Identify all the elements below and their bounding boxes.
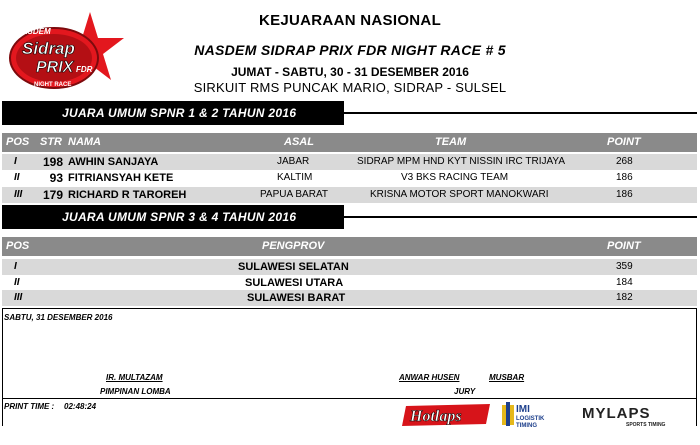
event-venue: SIRKUIT RMS PUNCAK MARIO, SIDRAP - SULSEL [193, 80, 507, 95]
col-pengprov: PENGPROV [262, 240, 325, 252]
row-team: SIDRAP MPM HND KYT NISSIN IRC TRIJAYA [357, 156, 565, 167]
sig1-role: PIMPINAN LOMBA [100, 387, 171, 396]
table-row [2, 290, 697, 306]
footer-divider [2, 308, 697, 309]
mylaps-sub-text: SPORTS TIMING [626, 422, 666, 428]
row-team: KRISNA MOTOR SPORT MANOKWARI [370, 189, 549, 200]
print-time-value: 02:48:24 [64, 402, 97, 411]
table-row [2, 154, 697, 170]
footer-border-left [2, 308, 3, 426]
row-nama: RICHARD R TAROREH [68, 189, 187, 201]
col-str: STR [40, 136, 62, 148]
row-pos: I [14, 156, 17, 167]
row-point: 184 [616, 277, 633, 288]
hotlaps-logo [400, 402, 494, 428]
row-point: 268 [616, 156, 633, 167]
row-point: 186 [616, 189, 633, 200]
mylaps-logo [580, 402, 692, 428]
row-asal: KALTIM [277, 172, 313, 183]
page-title: KEJUARAAN NASIONAL [258, 12, 442, 29]
col-nama: NAMA [68, 136, 101, 148]
imi-main-text: IMI [516, 404, 530, 415]
row-pos: III [14, 189, 23, 200]
logo-bottom-text: NIGHT RACE [34, 82, 72, 88]
col-point: POINT [607, 240, 641, 252]
row-str: 179 [42, 188, 63, 202]
row-point: 186 [616, 172, 633, 183]
section2-table-header [2, 237, 697, 256]
col-pos: POS [6, 136, 30, 148]
section2-title: JUARA UMUM SPNR 3 & 4 TAHUN 2016 [62, 210, 297, 224]
sig1-name: IR. MULTAZAM [106, 373, 163, 382]
row-pos: II [14, 172, 20, 183]
logo-word-sidrap: Sidrap [22, 39, 75, 58]
logo-word-prix: PRIX [36, 59, 74, 76]
row-nama: AWHIN SANJAYA [68, 156, 159, 168]
footer-border-right [696, 308, 697, 426]
print-divider [2, 398, 697, 399]
mylaps-text: MYLAPS [582, 405, 651, 422]
print-time-label: PRINT TIME : [4, 402, 55, 411]
section1-title: JUARA UMUM SPNR 1 & 2 TAHUN 2016 [62, 106, 297, 120]
section1-banner [2, 101, 697, 125]
sig3-name: MUSBAR [489, 373, 525, 382]
row-pos: III [14, 292, 23, 303]
col-team: TEAM [435, 136, 467, 148]
row-str: 198 [42, 155, 63, 169]
logo-word-fdr: FDR [76, 65, 93, 74]
table-row [2, 259, 697, 275]
row-point: 182 [616, 292, 633, 303]
event-name: NASDEM SIDRAP PRIX FDR NIGHT RACE # 5 [194, 42, 506, 58]
col-point: POINT [607, 136, 641, 148]
imi-sub1-text: LOGISTIK [516, 416, 545, 422]
section2-banner [2, 205, 697, 229]
imi-sub2-text: TIMING [516, 423, 537, 429]
sig2-role: JURY [454, 387, 476, 396]
row-pengprov: SULAWESI UTARA [245, 277, 344, 289]
sig2-name: ANWAR HUSEN [399, 373, 460, 382]
row-str: 93 [49, 171, 63, 185]
row-team: V3 BKS RACING TEAM [401, 172, 509, 183]
row-pos: I [14, 261, 17, 272]
imi-logistik-timing-logo [500, 400, 568, 430]
row-point: 359 [616, 261, 633, 272]
hotlaps-text: Hotlaps [410, 408, 462, 425]
row-pengprov: SULAWESI BARAT [247, 292, 346, 304]
table-row [2, 170, 697, 186]
footer-date: SABTU, 31 DESEMBER 2016 [4, 313, 113, 322]
logo-top-text: NASDEM [16, 27, 51, 36]
row-pos: II [14, 277, 20, 288]
section1-table-header [2, 133, 697, 152]
row-pengprov: SULAWESI SELATAN [238, 261, 349, 273]
row-nama: FITRIANSYAH KETE [68, 172, 174, 184]
table-row [2, 187, 697, 203]
row-asal: JABAR [277, 156, 310, 167]
row-asal: PAPUA BARAT [260, 189, 328, 200]
col-asal: ASAL [284, 136, 314, 148]
table-row [2, 275, 697, 291]
col-pos: POS [6, 240, 30, 252]
event-date: JUMAT - SABTU, 30 - 31 DESEMBER 2016 [231, 65, 469, 79]
